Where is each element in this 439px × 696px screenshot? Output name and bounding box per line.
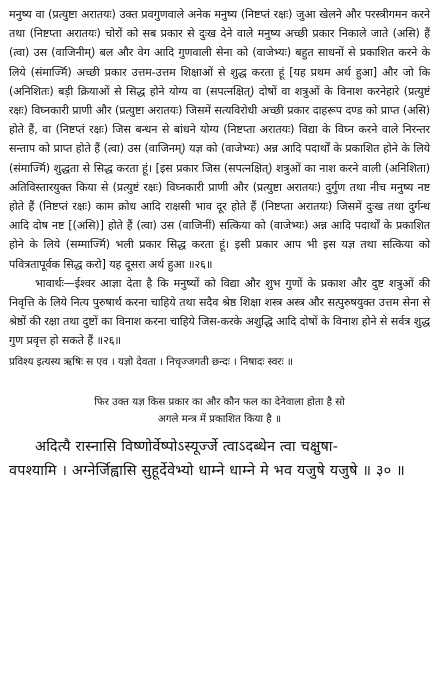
mantra-line-2: वपश्यामि । अग्नेर्जिह्वासि सुहूर्देवेभ्यो धाम्ने धाम्ने मे भव यजुषे <box>9 462 325 479</box>
mantra-line-3: यजुषे ॥ ३० ॥ <box>329 462 405 479</box>
mantra-line-1: अदित्यै रास्नासि विष्णोर्वेष्पोऽस्यूर्ज्जे त्वाऽदब्धेन त्वा चक्षुषा- <box>35 438 339 455</box>
mantra-intro-line-2: अगले मन्त्र में प्रकाशित किया है ॥ <box>157 413 282 425</box>
commentary-section <box>9 5 430 372</box>
mantra-metadata: प्रविश्य इत्यस्य ऋषिः स एव । यज्ञो देवता । निचृज्जगती छन्दः । निषादः स्वरः ॥ <box>9 355 293 368</box>
mantra-intro-line-1: फिर उक्त यज्ञ किस प्रकार का और कौन फल का देनेवाला होता है सो <box>94 396 345 408</box>
section-gap <box>9 372 430 394</box>
mantra-intro <box>9 394 430 428</box>
mantra-text <box>9 435 430 483</box>
commentary-paragraph: मनुष्य वा (प्रत्युष्टा अरातयः) उक्त प्रवगुणवाले अनेक मनुष्य (निष्टप्तं रक्षः) जुआ खेलने और परस्त्रीगमन करने तथा (निष्टप्ता अरातयः) चोरों को सब प्रकार से दुःख देने वाले मनुष्य अच्छी प्रकार निकाले जाते (असि) हैं (त्वा) उस (वाजिनीम्) बल और वेग आदि गुणवाली सेना को (वाजेभ्यः) बहुत साधनों से प्रकाशित करने के लिये (संमार्ज्मि) अच्छी प्रकार उत्तम-उत्तम शिक्षाओं से शुद्ध करता हूं [यह प्रथम अर्थ हुआ] और जो कि (अनिशितः) बड़ी क्रियाओं से सिद्ध होने योग्य वा (सपत्नक्षित्) दोषों वा शत्रुओं के विनाश करनेहारे (प्रत्युष्टं रक्षः) विघ्नकारी प्राणी और (प्रत्युष्टा अरातयः) जिसमें सत्यविरोधी अच्छी प्रकार दाहरूप दण्ड को प्राप्त (असि) होते हैं, वा (निष्टप्तं रक्षः) जिस बन्धन से बांधने योग्य (निष्टप्ता अरातयः) विद्या के विघ्न करने वाले निरन्तर सन्ताप को प्राप्त होते हैं (त्वा) उस (वाजिनम्) यज्ञ को (वाजेभ्यः) अन्न आदि पदार्थों के प्रकाशित होने के लिये (संमार्ज्मि) शुद्धता से सिद्ध करता हूं। [इस प्रकार जिस (सपत्नक्षित्) शत्रुओं का नाश करने वाली (अनिशिता) अतिविस्तारयुक्त किया से (प्रत्युष्टं रक्षः) विघ्नकारी प्राणी और (प्रत्युष्टा अरातयः) दुर्गुण तथा नीच मनुष्य नष्ट होते हैं (निष्टप्तं रक्षः) काम क्रोध आदि राक्षसी भाव दूर होते हैं (निष्टप्ता अरातयः) जिसमें दुःख तथा दुर्गन्ध आदि दोष नष्ट [(असि)] होते हैं (त्वा) उस (वाजिनीं) सत्किया को (वाजेभ्यः) अन्न आदि पदार्थों के प्रकाशित होने के लिये (सम्मार्ज्मि) भली प्रकार सिद्ध करता हूं। इसी प्रकार आप भी इस यज्ञ तथा सत्किया को पवित्रतापूर्वक सिद्ध करो] यह दूसरा अर्थ हुआ ॥२६॥ <box>9 8 430 271</box>
bhavartha-paragraph: भावार्थः—ईश्वर आज्ञा देता है कि मनुष्यों को विद्या और शुभ गुणों के प्रकाश और दुष्ट शत्रुओं की निवृत्ति के लिये नित्य पुरुषार्थ करना चाहिये तथा सदैव श्रेष्ठ शिक्षा शस्त्र अस्त्र और सत्पुरुषयुक्त उत्तम सेना से श्रेष्ठों की रक्षा तथा दुष्टों का विनाश करना चाहिये जिस-करके अशुद्धि आदि दोषों के विनाश होने से सर्वत्र शुद्ध गुण प्रवृत्त हो सकते हैं ॥२६॥ <box>9 276 430 348</box>
